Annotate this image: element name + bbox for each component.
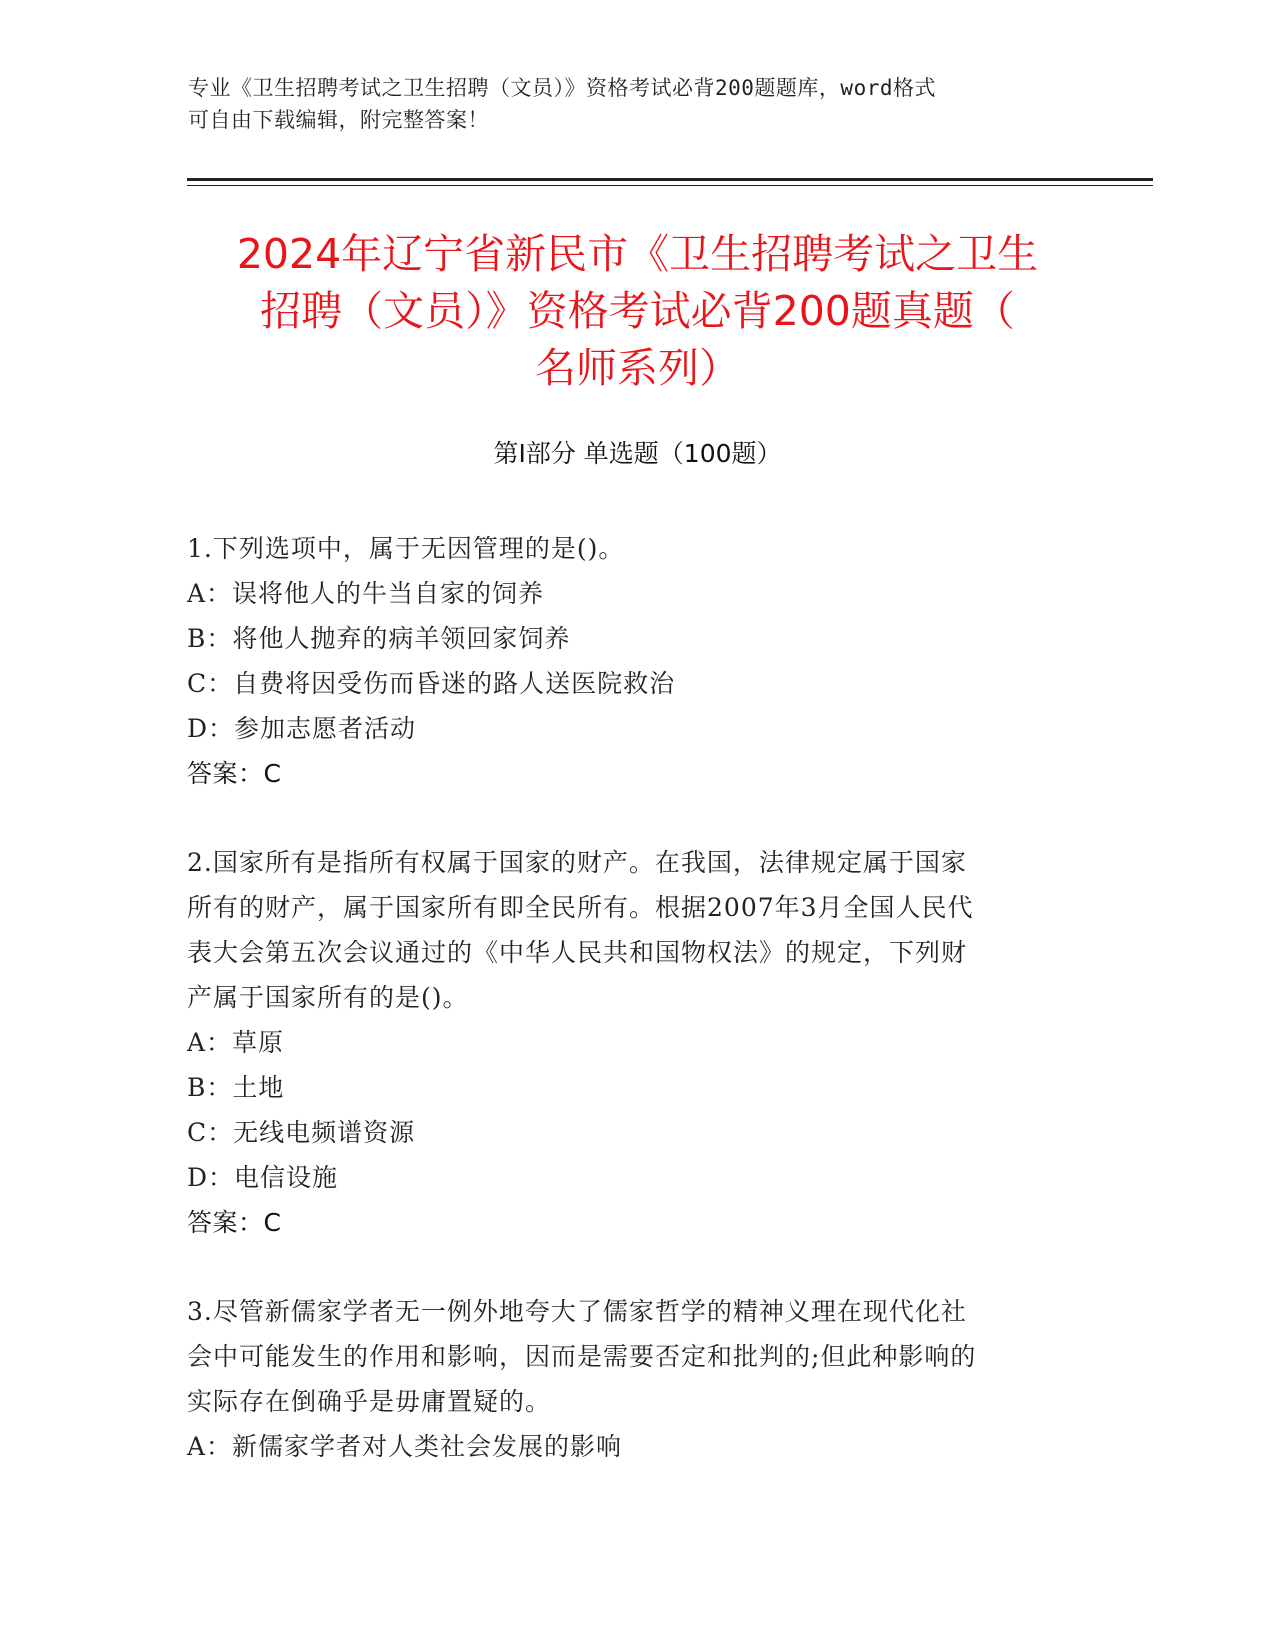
question-list: [187, 526, 1067, 1469]
question-option: B：将他人抛弃的病羊领回家饲养: [187, 624, 571, 653]
question-option: D：电信设施: [187, 1163, 339, 1192]
header-divider-thick: [187, 178, 1153, 181]
question-answer: 答案：C: [187, 759, 282, 788]
question-option: C：无线电频谱资源: [187, 1118, 416, 1147]
intro-line: 可自由下载编辑，附完整答案！: [188, 108, 489, 132]
question-item: [187, 840, 1067, 1245]
question-stem: 会中可能发生的作用和影响，因而是需要否定和批判的;但此种影响的: [187, 1342, 977, 1371]
header-divider-thin: [187, 185, 1153, 186]
question-item: [187, 526, 1067, 796]
question-answer: 答案：C: [187, 1208, 282, 1237]
question-stem: 实际存在倒确乎是毋庸置疑的。: [187, 1387, 552, 1416]
question-stem: 2.国家所有是指所有权属于国家的财产。在我国，法律规定属于国家: [187, 848, 967, 877]
document-intro: [188, 72, 1068, 136]
question-stem: 产属于国家所有的是()。: [187, 983, 469, 1012]
question-option: A：新儒家学者对人类社会发展的影响: [187, 1432, 623, 1461]
question-option: C：自费将因受伤而昏迷的路人送医院救治: [187, 669, 676, 698]
document-title: [150, 226, 1125, 397]
intro-line: 专业《卫生招聘考试之卫生招聘（文员）》资格考试必背200题题库，word格式: [188, 76, 936, 100]
title-line: 2024年辽宁省新民市《卫生招聘考试之卫生: [236, 230, 1039, 278]
title-line: 招聘（文员）》资格考试必背200题真题（: [260, 287, 1015, 335]
title-line: 名师系列）: [535, 344, 740, 392]
question-option: A：草原: [187, 1028, 285, 1057]
section-heading: 第Ⅰ部分 单选题（100题）: [493, 439, 782, 468]
spacer: [187, 1245, 1067, 1289]
question-stem: 1.下列选项中，属于无因管理的是()。: [187, 534, 625, 563]
question-option: A：误将他人的牛当自家的饲养: [187, 579, 545, 608]
question-item: [187, 1289, 1067, 1469]
question-stem: 3.尽管新儒家学者无一例外地夸大了儒家哲学的精神义理在现代化社: [187, 1297, 967, 1326]
question-option: B：土地: [187, 1073, 285, 1102]
question-stem: 所有的财产，属于国家所有即全民所有。根据2007年3月全国人民代: [187, 893, 974, 922]
question-stem: 表大会第五次会议通过的《中华人民共和国物权法》的规定，下列财: [187, 938, 968, 967]
spacer: [187, 796, 1067, 840]
question-option: D：参加志愿者活动: [187, 714, 417, 743]
